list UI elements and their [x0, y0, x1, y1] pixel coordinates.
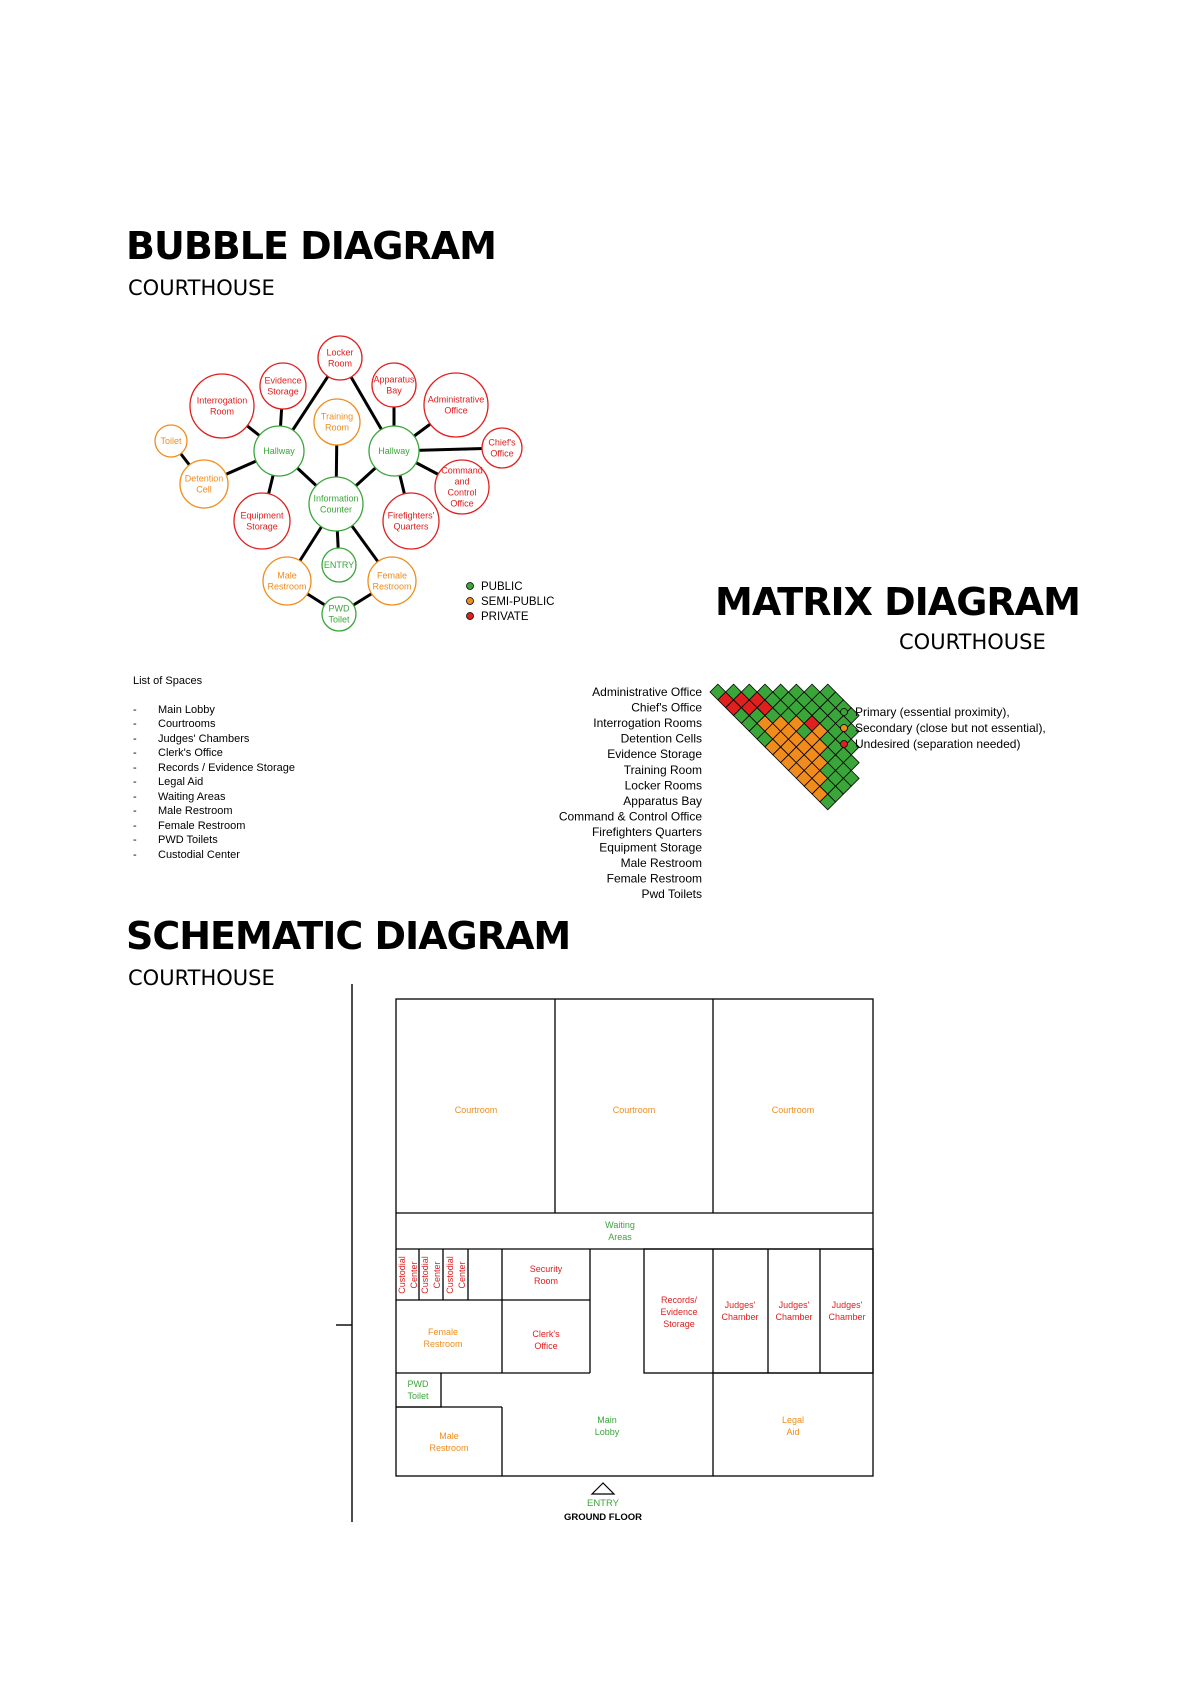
matrix-row-label: Male Restroom — [620, 856, 702, 871]
schematic-diagram-title: SCHEMATIC DIAGRAM — [126, 914, 571, 958]
room-security: Security Room — [529, 1264, 563, 1286]
ground-floor-label: GROUND FLOOR — [563, 1512, 643, 1523]
room-judges2: Judges' Chamber — [775, 1300, 813, 1322]
room-judges1: Judges' Chamber — [721, 1300, 759, 1322]
matrix-diagram-subtitle: COURTHOUSE — [899, 630, 1046, 654]
svg-text:MaleRestroom: Male Restroom — [267, 570, 307, 592]
room-waiting: Waiting Areas — [605, 1220, 635, 1242]
schematic-diagram-subtitle: COURTHOUSE — [128, 966, 275, 990]
svg-text:FemaleRestroom: Female Restroom — [372, 570, 412, 592]
space-list-item: - Custodial Center — [133, 848, 295, 863]
svg-text:ENTRY: ENTRY — [323, 560, 355, 570]
svg-text:InterrogationRoom: Interrogation Room — [196, 395, 248, 417]
svg-text:Toilet: Toilet — [160, 436, 182, 446]
matrix-row-label: Chief's Office — [631, 700, 702, 715]
svg-text:LockerRoom: Locker Room — [326, 347, 354, 369]
matrix-row-label: Administrative Office — [592, 685, 702, 699]
matrix-row-label: Apparatus Bay — [623, 793, 702, 808]
bubble-diagram-title: BUBBLE DIAGRAM — [126, 224, 496, 268]
room-legal_aid: Legal Aid — [781, 1415, 805, 1437]
matrix-row-label: Pwd Toilets — [641, 887, 702, 902]
svg-text:DetentionCell: Detention Cell — [184, 473, 224, 495]
matrix-row-label: Female Restroom — [606, 871, 702, 886]
room-records: Records/ Evidence Storage — [660, 1295, 698, 1329]
svg-text:PWDToilet: PWD Toilet — [328, 603, 350, 625]
space-list-item: - Judges' Chambers — [133, 732, 295, 747]
svg-text:PRIVATE: PRIVATE — [481, 611, 529, 623]
space-list-item: - PWD Toilets — [133, 833, 295, 848]
matrix-row-label: Locker Rooms — [624, 778, 702, 793]
svg-text:CommandandControlOffice: Command and Control Office — [441, 465, 483, 509]
room-courtroom3: Courtroom — [771, 1105, 815, 1115]
svg-text:InformationCounter: Information Counter — [313, 493, 359, 515]
floor-plan-rooms — [397, 1105, 866, 1453]
svg-text:Secondary (close but not essen: Secondary (close but not essential), — [855, 721, 1046, 735]
svg-text:Primary (essential proximity),: Primary (essential proximity), — [855, 705, 1010, 719]
space-list-item: - Male Restroom — [133, 804, 295, 819]
matrix-row-label: Command & Control Office — [558, 809, 702, 824]
room-pwd_toilet: PWD Toilet — [407, 1379, 429, 1401]
svg-text:SEMI-PUBLIC: SEMI-PUBLIC — [481, 596, 555, 608]
matrix-row-label: Detention Cells — [620, 731, 702, 746]
svg-text:Firefighters'Quarters: Firefighters' Quarters — [387, 510, 435, 532]
list-of-spaces-heading: List of Spaces — [133, 675, 203, 687]
room-custodial2: Custodial Center — [420, 1256, 442, 1294]
space-list-item: - Waiting Areas — [133, 790, 295, 805]
floor-plan-walls — [396, 999, 873, 1476]
space-list-item: - Clerk's Office — [133, 746, 295, 761]
svg-text:TrainingRoom: Training Room — [320, 411, 354, 433]
svg-text:PUBLIC: PUBLIC — [481, 581, 523, 593]
entry-label: ENTRY — [586, 1498, 620, 1509]
svg-text:Hallway: Hallway — [263, 446, 295, 456]
svg-text:EvidenceStorage: Evidence Storage — [264, 375, 302, 397]
space-list-item: - Courtrooms — [133, 717, 295, 732]
room-male_rr: Male Restroom — [429, 1431, 469, 1453]
svg-text:Chief'sOffice: Chief's Office — [488, 437, 516, 459]
space-list-item: - Female Restroom — [133, 819, 295, 834]
matrix-row-label: Equipment Storage — [599, 840, 702, 855]
svg-text:AdministrativeOffice: Administrative Office — [427, 394, 485, 416]
svg-text:ApparatusBay: Apparatus Bay — [373, 374, 415, 396]
svg-text:Hallway: Hallway — [378, 446, 410, 456]
room-judges3: Judges' Chamber — [828, 1300, 866, 1322]
entry-arrow-icon — [592, 1483, 614, 1494]
space-list-item: - Records / Evidence Storage — [133, 761, 295, 776]
bubble-diagram-subtitle: COURTHOUSE — [128, 276, 275, 300]
matrix-row-label: Firefighters Quarters — [591, 824, 702, 839]
svg-text:Undesired (separation needed): Undesired (separation needed) — [855, 737, 1021, 751]
matrix-row-label: Training Room — [623, 762, 702, 777]
room-courtroom2: Courtroom — [612, 1105, 656, 1115]
room-female_rr: Female Restroom — [423, 1327, 463, 1349]
room-custodial3: Custodial Center — [445, 1256, 467, 1294]
space-list-item: - Legal Aid — [133, 775, 295, 790]
svg-text:EquipmentStorage: Equipment Storage — [240, 510, 284, 532]
room-courtroom1: Courtroom — [454, 1105, 498, 1115]
room-clerks: Clerk's Office — [532, 1329, 560, 1351]
space-list-item: - Main Lobby — [133, 703, 295, 718]
matrix-row-label: Evidence Storage — [607, 747, 702, 762]
room-custodial1: Custodial Center — [397, 1256, 419, 1294]
matrix-diagram-title: MATRIX DIAGRAM — [715, 580, 1080, 624]
matrix-row-label: Interrogation Rooms — [593, 716, 702, 731]
room-main_lobby: Main Lobby — [594, 1415, 620, 1437]
